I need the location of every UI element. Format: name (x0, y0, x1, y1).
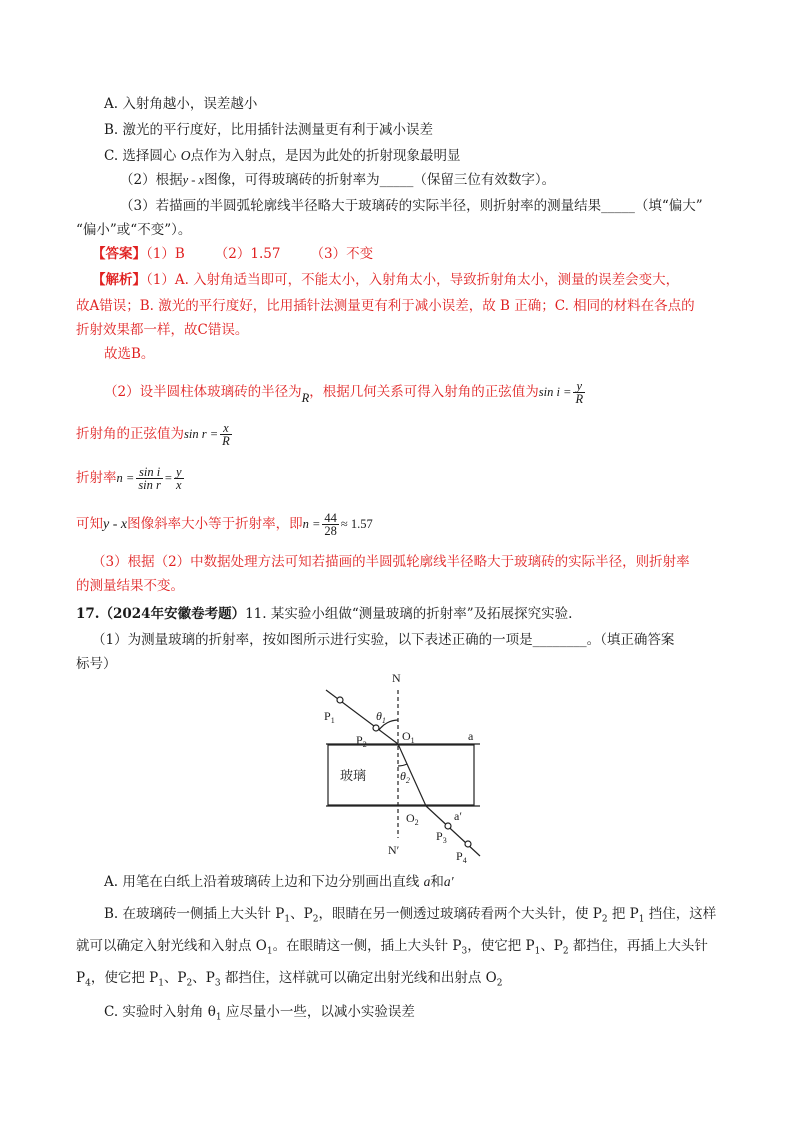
q17-option-b-sub-3: 2 (601, 914, 608, 925)
q17-option-a-and: 和 (430, 874, 444, 890)
analysis-text-4: 故选B。 (104, 346, 155, 362)
q17-option-b-text-1a: B. 在玻璃砖一侧插上大头针 P (104, 906, 285, 922)
part-3-text-2: “偏小”或“不变”）。 (76, 222, 192, 238)
option-b (104, 120, 433, 140)
analysis-label: 【解析】 (92, 272, 146, 288)
label-p3: $P_3$ (436, 829, 447, 845)
q17-part-1-line-1 (92, 630, 674, 650)
q17-option-b-line-1 (104, 904, 716, 930)
formula-equals: = (164, 471, 172, 485)
q17-option-b-text-2d: 、P (540, 938, 563, 954)
part-2-graph: y - x (182, 173, 205, 187)
fraction-sin-ratio (136, 466, 163, 491)
option-c-pre: C. 选择圆心 (104, 148, 181, 164)
q17-option-b-text-3c: 、P (163, 970, 187, 986)
part-3-line-1 (120, 196, 703, 216)
label-theta-2: $\theta_2$ (400, 769, 410, 785)
analysis-line-2 (76, 296, 695, 316)
pin-p1 (337, 697, 343, 703)
question-17-text: 11. 某实验小组做“测量玻璃的折射率”及拓展探究实验. (245, 606, 573, 622)
q17-option-a-line-a: a (423, 874, 431, 889)
label-a: a (468, 729, 474, 743)
label-p1: $P_1$ (324, 709, 335, 725)
label-n: N (392, 671, 401, 685)
formula-n: n = (116, 471, 135, 485)
fraction-den-r: R (575, 392, 584, 406)
analysis-line-1 (92, 270, 679, 290)
q17-option-b-sub-4: 1 (638, 914, 645, 925)
fraction-44-28 (322, 512, 339, 537)
fraction-num-x: x (220, 422, 232, 435)
q17-option-b-sub-13: 2 (496, 978, 503, 989)
label-o1: $O_1$ (402, 729, 415, 745)
q17-option-a-pre: A. 用笔在白纸上沿着玻璃砖上边和下边分别画出直线 (104, 874, 424, 890)
q17-option-b-line-3 (76, 968, 502, 994)
analysis-text-2: 故A错误；B. 激光的平行度好，比用插针法测量更有利于减小误差，故 B 正确；C. 相同的材料在各点的 (76, 298, 695, 314)
analysis-text-1: （1）A. 入射角适当即可，不能太小，入射角太小，导致折射角太小，测量的误差会变大， (146, 272, 680, 288)
analysis-slope-line (76, 508, 373, 541)
part-2-tail: （保留三位有效数字）。 (413, 172, 556, 188)
option-c-point: O (180, 148, 191, 163)
fraction-y-over-x (174, 466, 184, 491)
q17-option-b-sub-7: 1 (534, 946, 541, 957)
q17-option-b-text-1e: 挡住，这样 (644, 906, 717, 922)
part-2-question (120, 170, 555, 190)
analysis-text-3: 折射效果都一样，故C错误。 (76, 322, 249, 338)
analysis-sinr-pre: 折射角的正弦值为 (76, 426, 184, 442)
analysis-line-4 (104, 344, 154, 364)
q17-option-b-text-1b: 、P (290, 906, 313, 922)
option-c (104, 146, 460, 166)
q17-option-b-line-2 (76, 936, 708, 962)
option-c-post: 点作为入射点，是因为此处的折射现象最明显 (190, 148, 461, 164)
answer-label: 【答案】 (92, 246, 146, 262)
emergent-ray (426, 806, 480, 856)
part-2-post: 图像，可得玻璃砖的折射率为 (204, 172, 380, 188)
q17-option-b-text-2e: 都挡住，再插上大头针 (568, 938, 708, 954)
q17-option-c-post: 应尽量小一些，以减小实验误差 (221, 1004, 415, 1020)
fraction-num-sini: sin i (136, 466, 163, 479)
q17-option-b-text-1c: ，眼睛在另一侧透过玻璃砖看两个大头针，使 P (318, 906, 602, 922)
part-3-line-2 (76, 220, 191, 240)
refraction-diagram (318, 668, 488, 864)
answer-line (92, 244, 373, 264)
part-3-text-1: （3）若描画的半圆弧轮廓线半径略大于玻璃砖的实际半径，则折射率的测量结果_____（填“偏大” (120, 198, 703, 214)
analysis-n-line (76, 462, 186, 494)
analysis-sinr-line (76, 418, 234, 450)
q17-option-b-text-2b: 。在眼睛这一侧，插上大头针 P (272, 938, 462, 954)
q17-option-a-line-a-prime: a′ (443, 874, 454, 889)
q17-option-b-sub-5: 1 (266, 946, 273, 957)
analysis-p3-line-1 (92, 552, 690, 572)
label-p2: $P_2$ (356, 733, 367, 749)
formula-n-2: n = (302, 517, 321, 531)
fraction-num-44: 44 (324, 511, 337, 525)
label-o2: $O_2$ (406, 811, 419, 827)
q17-option-b-sub-8: 2 (562, 946, 569, 957)
q17-part-1-text-2: 标号） (76, 656, 117, 672)
q17-option-c-sub: 1 (215, 1012, 222, 1023)
label-n-prime: N′ (388, 843, 400, 857)
q17-option-a (104, 872, 454, 892)
question-17-heading (76, 604, 572, 624)
question-17-number: 17. (76, 606, 100, 622)
label-a-prime: a′ (454, 809, 462, 823)
label-p4: $P_4$ (456, 849, 467, 864)
formula-approx: ≈ 1.57 (340, 517, 373, 531)
pin-p2 (373, 725, 379, 731)
answer-text: （1）B （2）1.57 （3）不变 (146, 246, 374, 262)
formula-sin-r: sin r = (184, 427, 219, 441)
part-2-pre: （2）根据 (120, 172, 183, 188)
part-2-blank: _____ (379, 172, 414, 188)
analysis-p3-line-2 (76, 576, 184, 596)
q17-option-c (104, 1002, 415, 1028)
formula-sin-i: sin i = (538, 385, 572, 399)
q17-option-b-text-2c: ，使它把 P (467, 938, 535, 954)
analysis-slope-graph: y - x (103, 517, 128, 532)
q17-option-b-sub-10: 1 (158, 978, 164, 989)
fraction-x-over-r (220, 422, 232, 447)
q17-option-b-sub-9: 4 (85, 978, 91, 989)
fraction-num-y: y (573, 380, 585, 393)
theta-2-arc (398, 764, 407, 766)
q17-option-b-sub-2: 2 (312, 914, 319, 925)
q17-option-b-text-3d: 、P (192, 970, 215, 986)
analysis-p3-text-2: 的测量结果不变。 (76, 578, 184, 594)
q17-option-b-sub-11: 2 (186, 978, 193, 989)
q17-option-b-sub-6: 3 (461, 946, 468, 957)
analysis-p2-pre: （2）设半圆柱体玻璃砖的半径为 (104, 384, 302, 400)
label-theta-1: $\theta_1$ (376, 709, 386, 725)
fraction-y-over-r (573, 380, 585, 405)
q17-option-b-text-2a: 就可以确定入射光线和入射点 O (76, 938, 267, 954)
q17-option-b-text-3e: 都挡住，这样就可以确定出射光线和出射点 O (220, 970, 497, 986)
q17-part-1-line-2 (76, 654, 117, 674)
analysis-p2-mid: ，根据几何关系可得入射角的正弦值为 (309, 384, 539, 400)
fraction-den-x: x (175, 478, 182, 492)
analysis-slope-pre: 可知 (76, 516, 103, 532)
pin-p3 (445, 823, 451, 829)
option-b-text: B. 激光的平行度好，比用插针法测量更有利于减小误差 (104, 122, 434, 138)
analysis-p3-text-1: （3）根据（2）中数据处理方法可知若描画的半圆弧轮廓线半径略大于玻璃砖的实际半径，则折射率 (92, 554, 690, 570)
option-a (104, 94, 257, 114)
fraction-den-28: 28 (324, 524, 337, 538)
q17-option-b-text-3a: P (76, 970, 86, 986)
analysis-p2-radius: R (301, 391, 310, 405)
fraction-den-sinr: sin r (138, 478, 161, 492)
analysis-slope-mid: 图像斜率大小等于折射率，即 (127, 516, 303, 532)
question-17-source: （2024年安徽卷考题） (99, 606, 246, 622)
analysis-line-3 (76, 320, 248, 340)
analysis-p2-line (104, 376, 587, 408)
option-a-text: A. 入射角越小，误差越小 (104, 96, 258, 112)
label-glass: 玻璃 (340, 769, 367, 784)
analysis-n-pre: 折射率 (76, 470, 117, 486)
q17-option-b-sub-12: 3 (214, 978, 221, 989)
fraction-den-r-2: R (222, 434, 230, 448)
q17-part-1-text-1: （1）为测量玻璃的折射率，按如图所示进行实验，以下表述正确的一项是________。（填正确答案 (92, 632, 675, 648)
q17-option-c-pre: C. 实验时入射角 θ (104, 1004, 216, 1020)
q17-option-b-sub-1: 1 (284, 914, 291, 925)
pin-p4 (465, 841, 471, 847)
q17-option-b-text-1d: 把 P (607, 906, 639, 922)
q17-option-b-text-3b: ，使它把 P (90, 970, 159, 986)
fraction-num-y-2: y (175, 465, 182, 479)
